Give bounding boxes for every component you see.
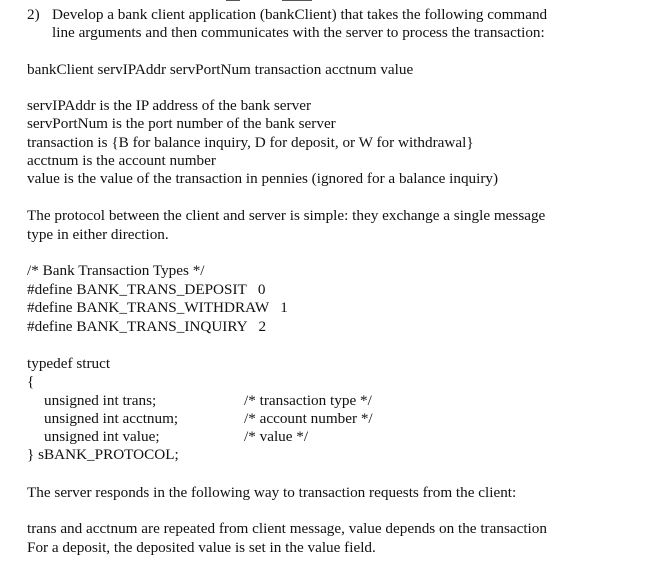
defines-comment: /* Bank Transaction Types */ xyxy=(27,262,205,279)
struct-field-comment: /* value */ xyxy=(244,428,309,445)
struct-open-brace: { xyxy=(27,373,35,390)
question-number: 2) xyxy=(27,6,40,23)
struct-typedef: typedef struct xyxy=(27,355,111,372)
usage-line: bankClient servIPAddr servPortNum transaction acctnum value xyxy=(27,61,414,78)
question-intro-line-2: line arguments and then communicates with the server to process the transaction: xyxy=(52,24,545,41)
arg-description: servIPAddr is the IP address of the bank server xyxy=(27,97,312,114)
struct-close: } sBANK_PROTOCOL; xyxy=(27,446,179,463)
protocol-line-2: type in either direction. xyxy=(27,226,169,243)
struct-field-comment: /* transaction type */ xyxy=(244,392,372,409)
rules-line-2: For a deposit, the deposited value is set in the value field. xyxy=(27,539,376,556)
define-inquiry: #define BANK_TRANS_INQUIRY 2 xyxy=(27,318,267,335)
define-deposit: #define BANK_TRANS_DEPOSIT 0 xyxy=(27,281,266,298)
protocol-line-1: The protocol between the client and server is simple: they exchange a single message xyxy=(27,207,546,224)
struct-field-decl: unsigned int trans; xyxy=(44,392,157,409)
arg-description: acctnum is the account number xyxy=(27,152,216,169)
struct-field-decl: unsigned int value; xyxy=(44,428,160,445)
arg-description: servPortNum is the port number of the bank server xyxy=(27,115,336,132)
cropped-text-fragment xyxy=(50,0,350,2)
arg-description: transaction is {B for balance inquiry, D for deposit, or W for withdrawal} xyxy=(27,134,474,151)
rules-line-1: trans and acctnum are repeated from client message, value depends on the transaction xyxy=(27,520,547,537)
question-intro-line-1: Develop a bank client application (bankClient) that takes the following command xyxy=(52,6,548,23)
response-line: The server responds in the following way to transaction requests from the client: xyxy=(27,484,517,501)
struct-field-comment: /* account number */ xyxy=(244,410,373,427)
struct-field-decl: unsigned int acctnum; xyxy=(44,410,179,427)
arg-description: value is the value of the transaction in pennies (ignored for a balance inquiry) xyxy=(27,170,499,187)
define-withdraw: #define BANK_TRANS_WITHDRAW 1 xyxy=(27,299,288,316)
